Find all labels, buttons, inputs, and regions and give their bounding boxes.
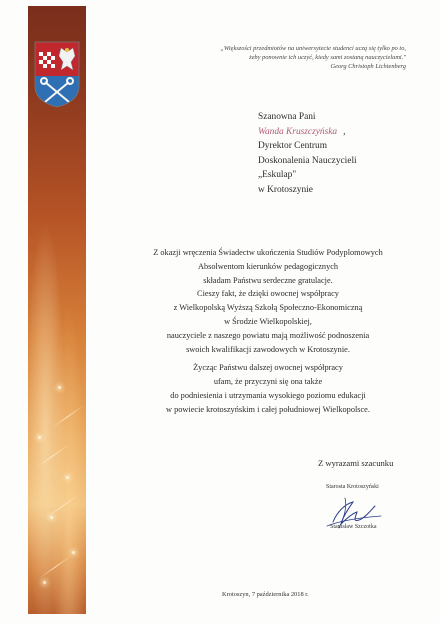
quote-line: „Większości przedmiotów na uniwersytecie studenci uczą się tylko po to, <box>220 45 406 52</box>
sparkle-decoration <box>58 386 61 389</box>
body-line: swoich kwalifikacji zawodowych w Krotoszynie. <box>186 344 350 354</box>
letter-body <box>120 246 416 417</box>
body-line: z Wielkopolską Wyższą Szkołą Społeczno-Ekonomiczną <box>173 303 363 313</box>
body-line: Cieszy fakt, że dzięki owocnej współpracy <box>197 289 339 299</box>
body-line: składam Państwu serdeczne gratulacje. <box>203 275 333 285</box>
coat-of-arms-icon <box>33 40 81 108</box>
body-line: w powiecie krotoszyńskim i całej południowej Wielkopolsce. <box>166 404 370 414</box>
recipient-name: Wanda Kruszczyńska <box>258 126 338 137</box>
body-line: nauczyciele z naszego powiatu mają możliwość podnoszenia <box>166 330 370 340</box>
epigraph-quote <box>170 44 406 71</box>
recipient-position: Dyrektor Centrum <box>258 141 327 151</box>
recipient-location: w Krotoszynie <box>258 184 313 195</box>
recipient-institution: Doskonalenia Nauczycieli <box>258 155 357 166</box>
sparkle-decoration <box>38 436 41 439</box>
body-line: do podniesienia i utrzymania wysokiego poziomu edukacji <box>170 390 366 400</box>
closing-phrase: Z wyrazami szacunku <box>318 458 394 468</box>
body-line: Z okazji wręczenia Świadectw ukończenia Studiów Podyplomowych <box>153 248 383 257</box>
sparkle-decoration <box>43 581 46 584</box>
sparkle-decoration <box>72 551 75 554</box>
body-line: Życząc Państwu dalszej owocnej współpracy <box>193 363 343 373</box>
streak-decoration <box>51 405 84 429</box>
signatory-name: Stanisław Szczotka <box>330 524 377 530</box>
recipient-institution-name: „Eskulap" <box>258 170 297 180</box>
body-line: Absolwentom kierunków pedagogicznych <box>197 261 339 271</box>
letter-date: Krotoszyn, 7 października 2018 r. <box>222 591 309 598</box>
body-line: ufam, że przyczyni się ona także <box>213 377 323 387</box>
recipient-comma: , <box>343 126 346 137</box>
salutation: Szanowna Pani <box>258 112 316 122</box>
sparkle-decoration <box>66 476 69 479</box>
body-line: w Środzie Wielkopolskiej, <box>224 316 312 326</box>
streak-decoration <box>45 495 78 519</box>
sparkle-decoration <box>50 516 53 519</box>
recipient-address <box>258 110 357 197</box>
quote-author: Georg Christoph Lichtenberg <box>330 63 406 70</box>
signatory-title: Starosta Krotoszyński <box>326 484 379 490</box>
quote-line: żeby ponownie ich uczyć, kiedy sami zostaną nauczycielami." <box>249 54 406 61</box>
streak-decoration <box>35 445 68 469</box>
streak-decoration <box>39 555 72 579</box>
